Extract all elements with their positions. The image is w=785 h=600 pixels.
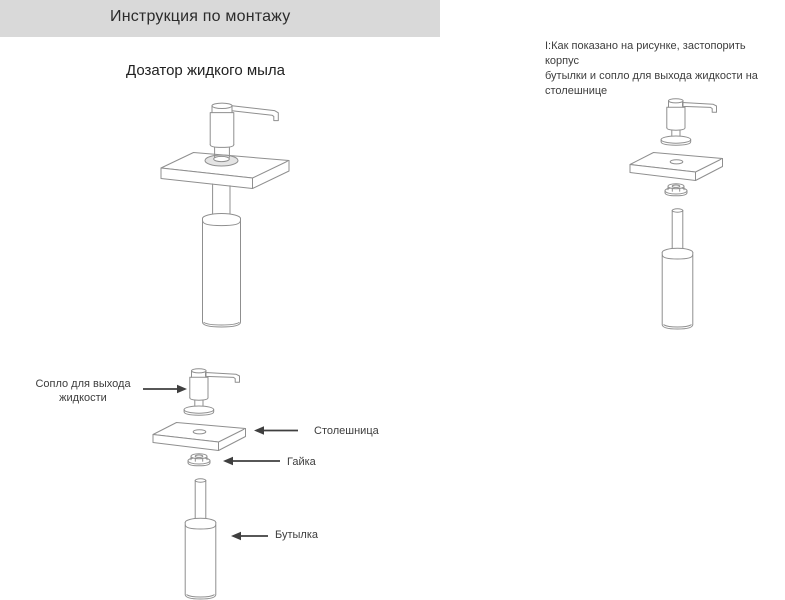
product-title: Дозатор жидкого мыла xyxy=(126,62,286,79)
page-title: Инструкция по монтажу xyxy=(110,8,291,25)
step-instruction-line: столешнице xyxy=(545,85,608,97)
step-instruction-line: бутылки и сопло для выхода жидкости на xyxy=(545,70,758,82)
label-bottle: Бутылка xyxy=(275,529,319,541)
arrow-right-icon xyxy=(143,385,187,393)
exploded-dispenser-drawing xyxy=(630,99,723,329)
pump-drawing xyxy=(210,103,278,157)
arrow-left-icon xyxy=(231,532,268,540)
arrow-left-icon xyxy=(254,426,298,434)
header-bar xyxy=(0,0,440,37)
exploded-dispenser-drawing xyxy=(153,369,246,599)
dip-tube-drawing xyxy=(213,184,230,216)
label-nut: Гайка xyxy=(287,456,316,468)
step-instruction-line: I:Как показано на рисунке, застопорить корпус xyxy=(545,40,746,67)
exploded-dispenser-figure xyxy=(612,96,742,336)
arrow-left-icon xyxy=(223,457,280,465)
label-countertop: Столешница xyxy=(314,425,379,437)
label-nozzle: Сопло для выхода жидкости xyxy=(35,378,131,404)
assembled-dispenser-figure xyxy=(148,92,313,337)
labeled-exploded-dispenser-figure xyxy=(135,366,395,600)
step-instruction xyxy=(545,39,780,99)
escutcheon-drawing xyxy=(205,155,238,166)
bottle-drawing xyxy=(203,214,241,328)
